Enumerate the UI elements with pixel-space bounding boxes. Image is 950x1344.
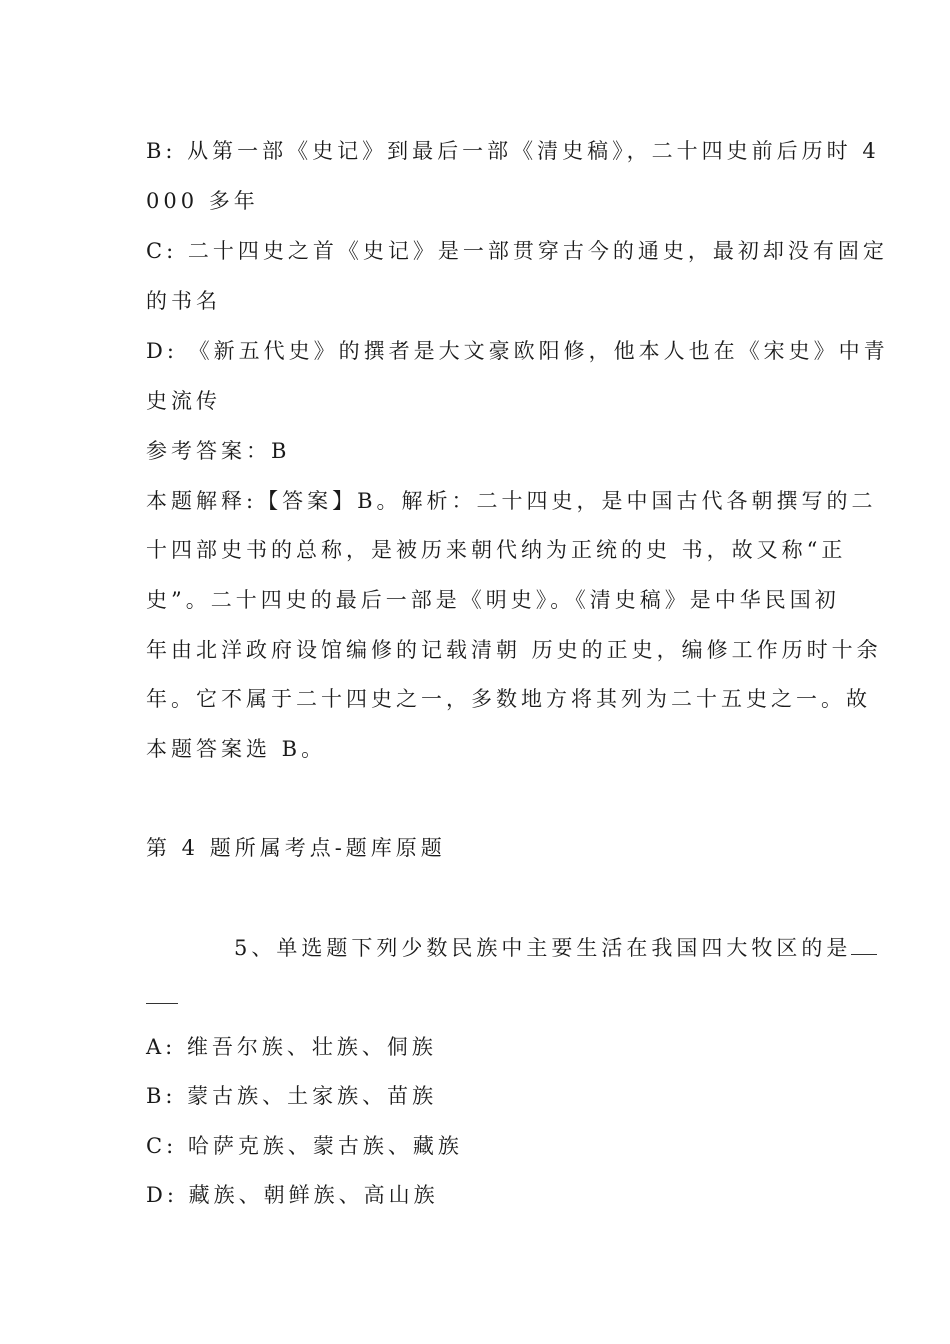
answer-blank — [851, 934, 877, 955]
q4-explanation-line: 年。它不属于二十四史之一，多数地方将其列为二十五史之一。故 — [146, 687, 871, 711]
q4-topic-note: 第 4 题所属考点-题库原题 — [146, 836, 446, 860]
q4-option-b-line2: 000 多年 — [146, 189, 259, 213]
q4-explanation-line: 年由北洋政府设馆编修的记载清朝 历史的正史，编修工作历时十余 — [146, 638, 882, 662]
q4-explanation-line: 本题答案选 B。 — [146, 737, 327, 761]
q5-option-a: A: 维吾尔族、壮族、侗族 — [146, 1035, 437, 1059]
q4-option-c-line2: 的书名 — [146, 289, 221, 313]
q5-option-c: C: 哈萨克族、蒙古族、藏族 — [146, 1134, 463, 1158]
q5-stem-text: 5、单选题下列少数民族中主要生活在我国四大牧区的是 — [234, 936, 852, 960]
q4-option-d-line2: 史流传 — [146, 389, 221, 413]
q4-explanation-line: 十四部史书的总称，是被历来朝代纳为正统的史 书，故又称“正 — [146, 538, 847, 562]
q5-option-d: D: 藏族、朝鲜族、高山族 — [146, 1183, 439, 1207]
q4-option-d-line1: D: 《新五代史》的撰者是大文豪欧阳修，他本人也在《宋史》中青 — [146, 339, 889, 363]
q4-option-b-line1: B: 从第一部《史记》到最后一部《清史稿》，二十四史前后历时 4 — [146, 139, 880, 163]
q4-explanation-line: 本题解释:【答案】B。解析：二十四史，是中国古代各朝撰写的二 — [146, 489, 877, 513]
q5-stem — [234, 934, 877, 961]
q5-option-b: B: 蒙古族、土家族、苗族 — [146, 1084, 438, 1108]
q4-reference-answer: 参考答案：B — [146, 439, 291, 463]
q4-explanation-line: 史”。二十四史的最后一部是《明史》。《清史稿》是中华民国初 — [146, 588, 840, 612]
q4-option-c-line1: C: 二十四史之首《史记》是一部贯穿古今的通史，最初却没有固定 — [146, 239, 888, 263]
answer-blank-continuation — [146, 1003, 178, 1004]
